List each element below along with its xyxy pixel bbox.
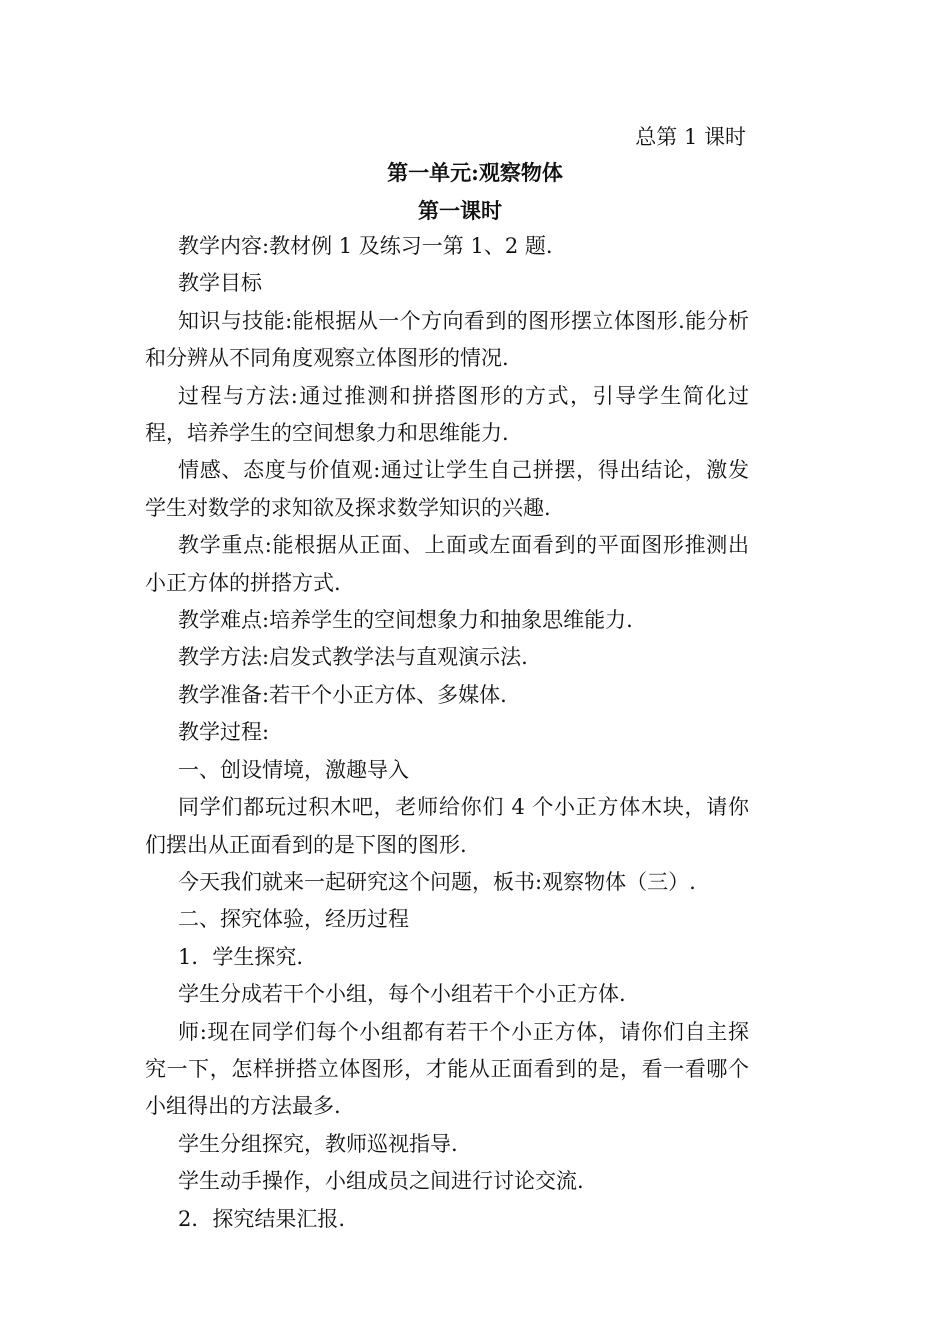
hands-on-paragraph: 学生动手操作，小组成员之间进行讨论交流. bbox=[178, 1169, 584, 1194]
section-one-heading: 一、创设情境，激趣导入 bbox=[178, 757, 409, 782]
teaching-key-points: 教学重点:能根据从正面、上面或左面看到的平面图形推测出小正方体的拼搭方式. bbox=[145, 533, 749, 595]
teaching-methods: 教学方法:启发式教学法与直观演示法. bbox=[178, 645, 528, 670]
teaching-content: 教学内容:教材例 1 及练习一第 1、2 题. bbox=[178, 234, 553, 258]
lesson-title: 第一课时 bbox=[418, 198, 502, 223]
emotion-attitude-values: 情感、态度与价值观:通过让学生自己拼摆，得出结论，激发学生对数学的求知欲及探求数学知识的兴趣. bbox=[145, 458, 749, 520]
teacher-instruction-paragraph: 师:现在同学们每个小组都有若干个小正方体，请你们自主探究一下，怎样拼搭立体图形，才能从正面看到的是，看一看哪个小组得出的方法最多. bbox=[145, 1019, 749, 1119]
intro-paragraph: 同学们都玩过积木吧，老师给你们 4 个小正方体木块，请你们摆出从正面看到的是下图的图形. bbox=[145, 795, 749, 857]
process-methods: 过程与方法:通过推测和拼搭图形的方式，引导学生简化过程，培养学生的空间想象力和思维能力. bbox=[145, 383, 749, 446]
board-writing-paragraph: 今天我们就来一起研究这个问题，板书:观察物体（三）. bbox=[178, 869, 696, 894]
step-two-heading: 2．探究结果汇报. bbox=[178, 1206, 346, 1231]
teaching-difficulties: 教学难点:培养学生的空间想象力和抽象思维能力. bbox=[178, 608, 633, 633]
group-exploration-paragraph: 学生分组探究，教师巡视指导. bbox=[178, 1131, 458, 1156]
grouping-paragraph: 学生分成若干个小组，每个小组若干个小正方体. bbox=[178, 982, 626, 1007]
unit-title: 第一单元:观察物体 bbox=[387, 160, 563, 185]
teaching-goals-heading: 教学目标 bbox=[178, 271, 262, 296]
document-body bbox=[145, 228, 749, 1238]
teaching-process-heading: 教学过程: bbox=[178, 720, 270, 745]
knowledge-skills: 知识与技能:能根据从一个方向看到的图形摆立体图形.能分析和分辨从不同角度观察立体图形的情况. bbox=[145, 308, 749, 371]
lesson-count: 总第 1 课时 bbox=[635, 125, 746, 149]
teaching-preparation: 教学准备:若干个小正方体、多媒体. bbox=[178, 682, 507, 707]
step-one-heading: 1．学生探究. bbox=[178, 944, 304, 969]
section-two-heading: 二、探究体验，经历过程 bbox=[178, 907, 409, 932]
